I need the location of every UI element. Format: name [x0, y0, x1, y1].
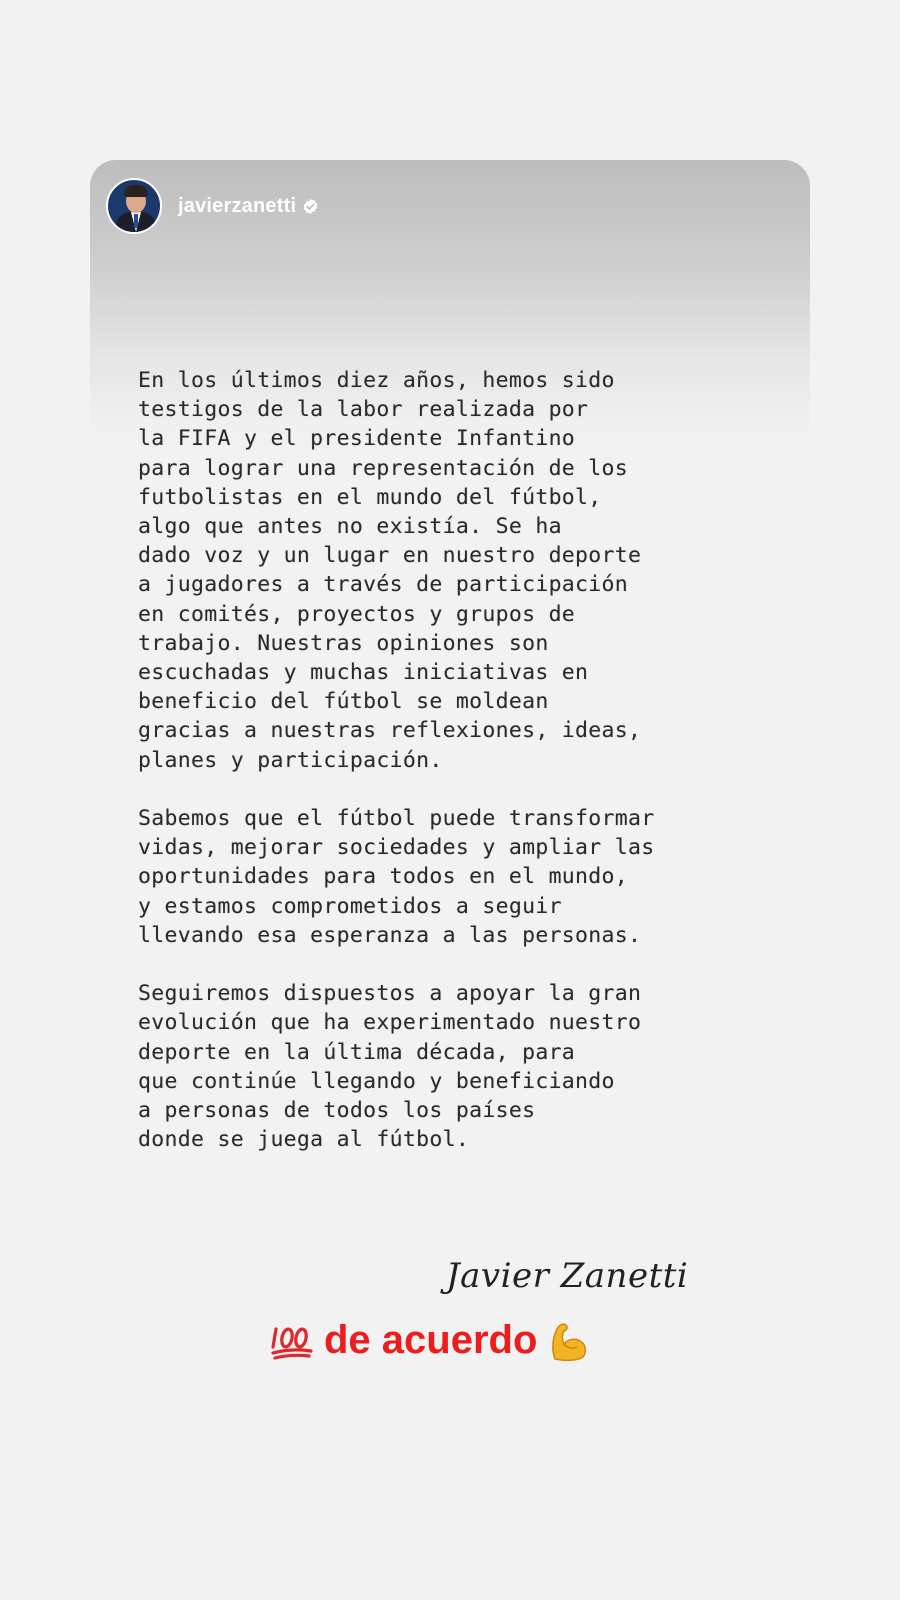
- post-header[interactable]: [106, 176, 319, 236]
- flexed-biceps-icon: [547, 1319, 591, 1363]
- hundred-points-icon: [270, 1321, 314, 1361]
- avatar[interactable]: [106, 178, 162, 234]
- caption-text: de acuerdo: [324, 1318, 538, 1362]
- statement-paragraph-1: En los últimos diez años, hemos sido testigos de la labor realizada por la FIFA y el presidente Infantino para lograr una representación de los futbolistas en el mundo del fútbol, algo que antes no existía. Se ha dado voz y un lugar en nuestro deporte a jugadores a través de participación en comités, proyectos y grupos de trabajo. Nuestras opiniones son escuchadas y muchas iniciativas en beneficio del fútbol se moldean gracias a nuestras reflexiones, ideas, planes y participación.: [138, 368, 642, 773]
- story-caption: [270, 1318, 591, 1363]
- statement-paragraph-2: Sabemos que el fútbol puede transformar vidas, mejorar sociedades y ampliar las oportunidades para todos en el mundo, y estamos comprometidos a seguir llevando esa esperanza a las personas.: [138, 806, 655, 948]
- username[interactable]: javierzanetti: [178, 194, 297, 217]
- verified-badge-icon: [302, 198, 319, 215]
- signature: Javier Zanetti: [446, 1256, 689, 1296]
- shared-post-card[interactable]: [90, 160, 810, 1210]
- statement-text: [138, 366, 798, 1184]
- statement-paragraph-3: Seguiremos dispuestos a apoyar la gran evolución que ha experimentado nuestro deporte en la última década, para que continúe llegando y beneficiando a personas de todos los países donde se juega al fútbol.: [138, 981, 642, 1153]
